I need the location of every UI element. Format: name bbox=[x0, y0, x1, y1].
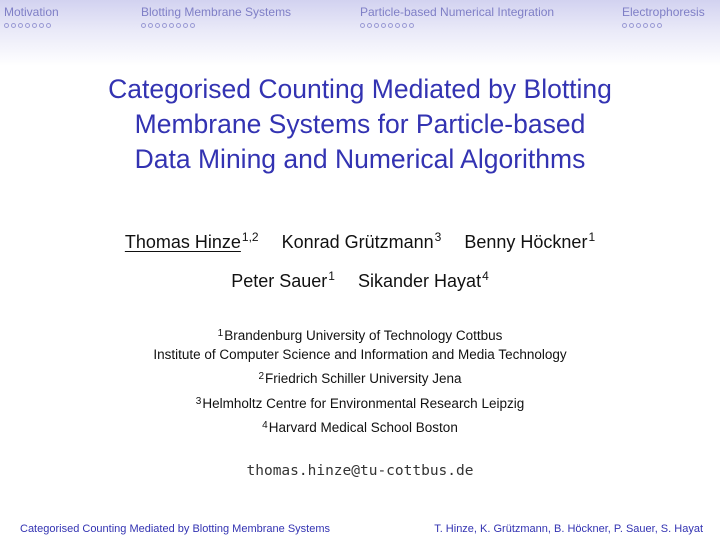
affiliation-3 bbox=[0, 396, 720, 411]
affiliation-number: 4 bbox=[262, 420, 268, 431]
nav-slide-dots bbox=[360, 23, 554, 28]
author-affiliation-marker: 1 bbox=[328, 269, 335, 283]
affiliation-text: Brandenburg University of Technology Cottbus bbox=[224, 328, 503, 343]
nav-section-electrophoresis[interactable] bbox=[622, 5, 705, 28]
title-line: Membrane Systems for Particle-based bbox=[134, 109, 586, 139]
slide-dot[interactable] bbox=[176, 23, 181, 28]
title-line: Categorised Counting Mediated by Blotting bbox=[108, 74, 612, 104]
slide-dot[interactable] bbox=[183, 23, 188, 28]
nav-section-particle-based-numerical-integration[interactable] bbox=[360, 5, 554, 28]
footer-short-title[interactable]: Categorised Counting Mediated by Blotting Membrane Systems bbox=[20, 523, 330, 535]
author-list-row-1 bbox=[0, 232, 720, 253]
slide-dot[interactable] bbox=[409, 23, 414, 28]
author bbox=[282, 232, 442, 253]
slide-title bbox=[60, 72, 660, 177]
nav-section-motivation[interactable] bbox=[4, 5, 59, 28]
slide-dot[interactable] bbox=[643, 23, 648, 28]
slide-dot[interactable] bbox=[162, 23, 167, 28]
author-presenter bbox=[125, 232, 259, 253]
author-name: Thomas Hinze bbox=[124, 232, 241, 252]
affiliation-2 bbox=[0, 371, 720, 386]
slide-dot[interactable] bbox=[18, 23, 23, 28]
author bbox=[231, 271, 335, 292]
author-list-row-2 bbox=[0, 271, 720, 292]
nav-section-label[interactable]: Motivation bbox=[4, 5, 59, 19]
footer-authors[interactable]: T. Hinze, K. Grützmann, B. Höckner, P. Sauer, S. Hayat bbox=[434, 523, 703, 535]
slide-dot[interactable] bbox=[4, 23, 9, 28]
slide-dot[interactable] bbox=[402, 23, 407, 28]
slide-dot[interactable] bbox=[650, 23, 655, 28]
slide-dot[interactable] bbox=[367, 23, 372, 28]
slide-dot[interactable] bbox=[622, 23, 627, 28]
affiliation-1-department bbox=[0, 347, 720, 362]
affiliation-4 bbox=[0, 420, 720, 435]
slide-dot[interactable] bbox=[388, 23, 393, 28]
author-affiliation-marker: 3 bbox=[434, 230, 442, 244]
slide-dot[interactable] bbox=[636, 23, 641, 28]
slide-dot[interactable] bbox=[190, 23, 195, 28]
author-affiliation-marker: 1 bbox=[588, 230, 596, 244]
affiliation-text: Helmholtz Centre for Environmental Research Leipzig bbox=[202, 396, 525, 411]
slide-dot[interactable] bbox=[46, 23, 51, 28]
nav-slide-dots bbox=[4, 23, 59, 28]
slide-dot[interactable] bbox=[25, 23, 30, 28]
author bbox=[358, 271, 489, 292]
nav-section-blotting-membrane-systems[interactable] bbox=[141, 5, 291, 28]
affiliation-text: Harvard Medical School Boston bbox=[268, 420, 458, 435]
nav-section-label[interactable]: Electrophoresis bbox=[622, 5, 705, 19]
slide-dot[interactable] bbox=[374, 23, 379, 28]
nav-slide-dots bbox=[141, 23, 291, 28]
affiliation-number: 1 bbox=[217, 328, 224, 339]
slide-dot[interactable] bbox=[11, 23, 16, 28]
affiliation-number: 3 bbox=[195, 396, 202, 407]
affiliation-1 bbox=[0, 328, 720, 343]
slide-dot[interactable] bbox=[39, 23, 44, 28]
affiliation-text: Institute of Computer Science and Information and Media Technology bbox=[153, 347, 567, 362]
slide-dot[interactable] bbox=[141, 23, 146, 28]
affiliation-number: 2 bbox=[258, 371, 264, 382]
slide-dot[interactable] bbox=[657, 23, 662, 28]
slide-dot[interactable] bbox=[32, 23, 37, 28]
author-name: Benny Höckner bbox=[464, 232, 588, 252]
author-name: Konrad Grützmann bbox=[281, 232, 434, 252]
slide-footer bbox=[0, 519, 720, 541]
author-affiliation-marker: 1,2 bbox=[241, 230, 259, 244]
slide-dot[interactable] bbox=[381, 23, 386, 28]
author-affiliation-marker: 4 bbox=[482, 269, 489, 283]
nav-slide-dots bbox=[622, 23, 705, 28]
slide-dot[interactable] bbox=[395, 23, 400, 28]
affiliation-text: Friedrich Schiller University Jena bbox=[265, 371, 462, 386]
author-name: Sikander Hayat bbox=[358, 271, 482, 291]
nav-section-label[interactable]: Particle-based Numerical Integration bbox=[360, 5, 555, 19]
nav-section-label[interactable]: Blotting Membrane Systems bbox=[141, 5, 292, 19]
slide-dot[interactable] bbox=[148, 23, 153, 28]
slide-dot[interactable] bbox=[629, 23, 634, 28]
contact-email: thomas.hinze@tu-cottbus.de bbox=[246, 463, 474, 479]
title-line: Data Mining and Numerical Algorithms bbox=[134, 144, 586, 174]
section-navigation-bar bbox=[0, 0, 720, 66]
slide-dot[interactable] bbox=[155, 23, 160, 28]
author-name: Peter Sauer bbox=[231, 271, 328, 291]
author bbox=[464, 232, 595, 253]
slide-dot[interactable] bbox=[360, 23, 365, 28]
slide-dot[interactable] bbox=[169, 23, 174, 28]
